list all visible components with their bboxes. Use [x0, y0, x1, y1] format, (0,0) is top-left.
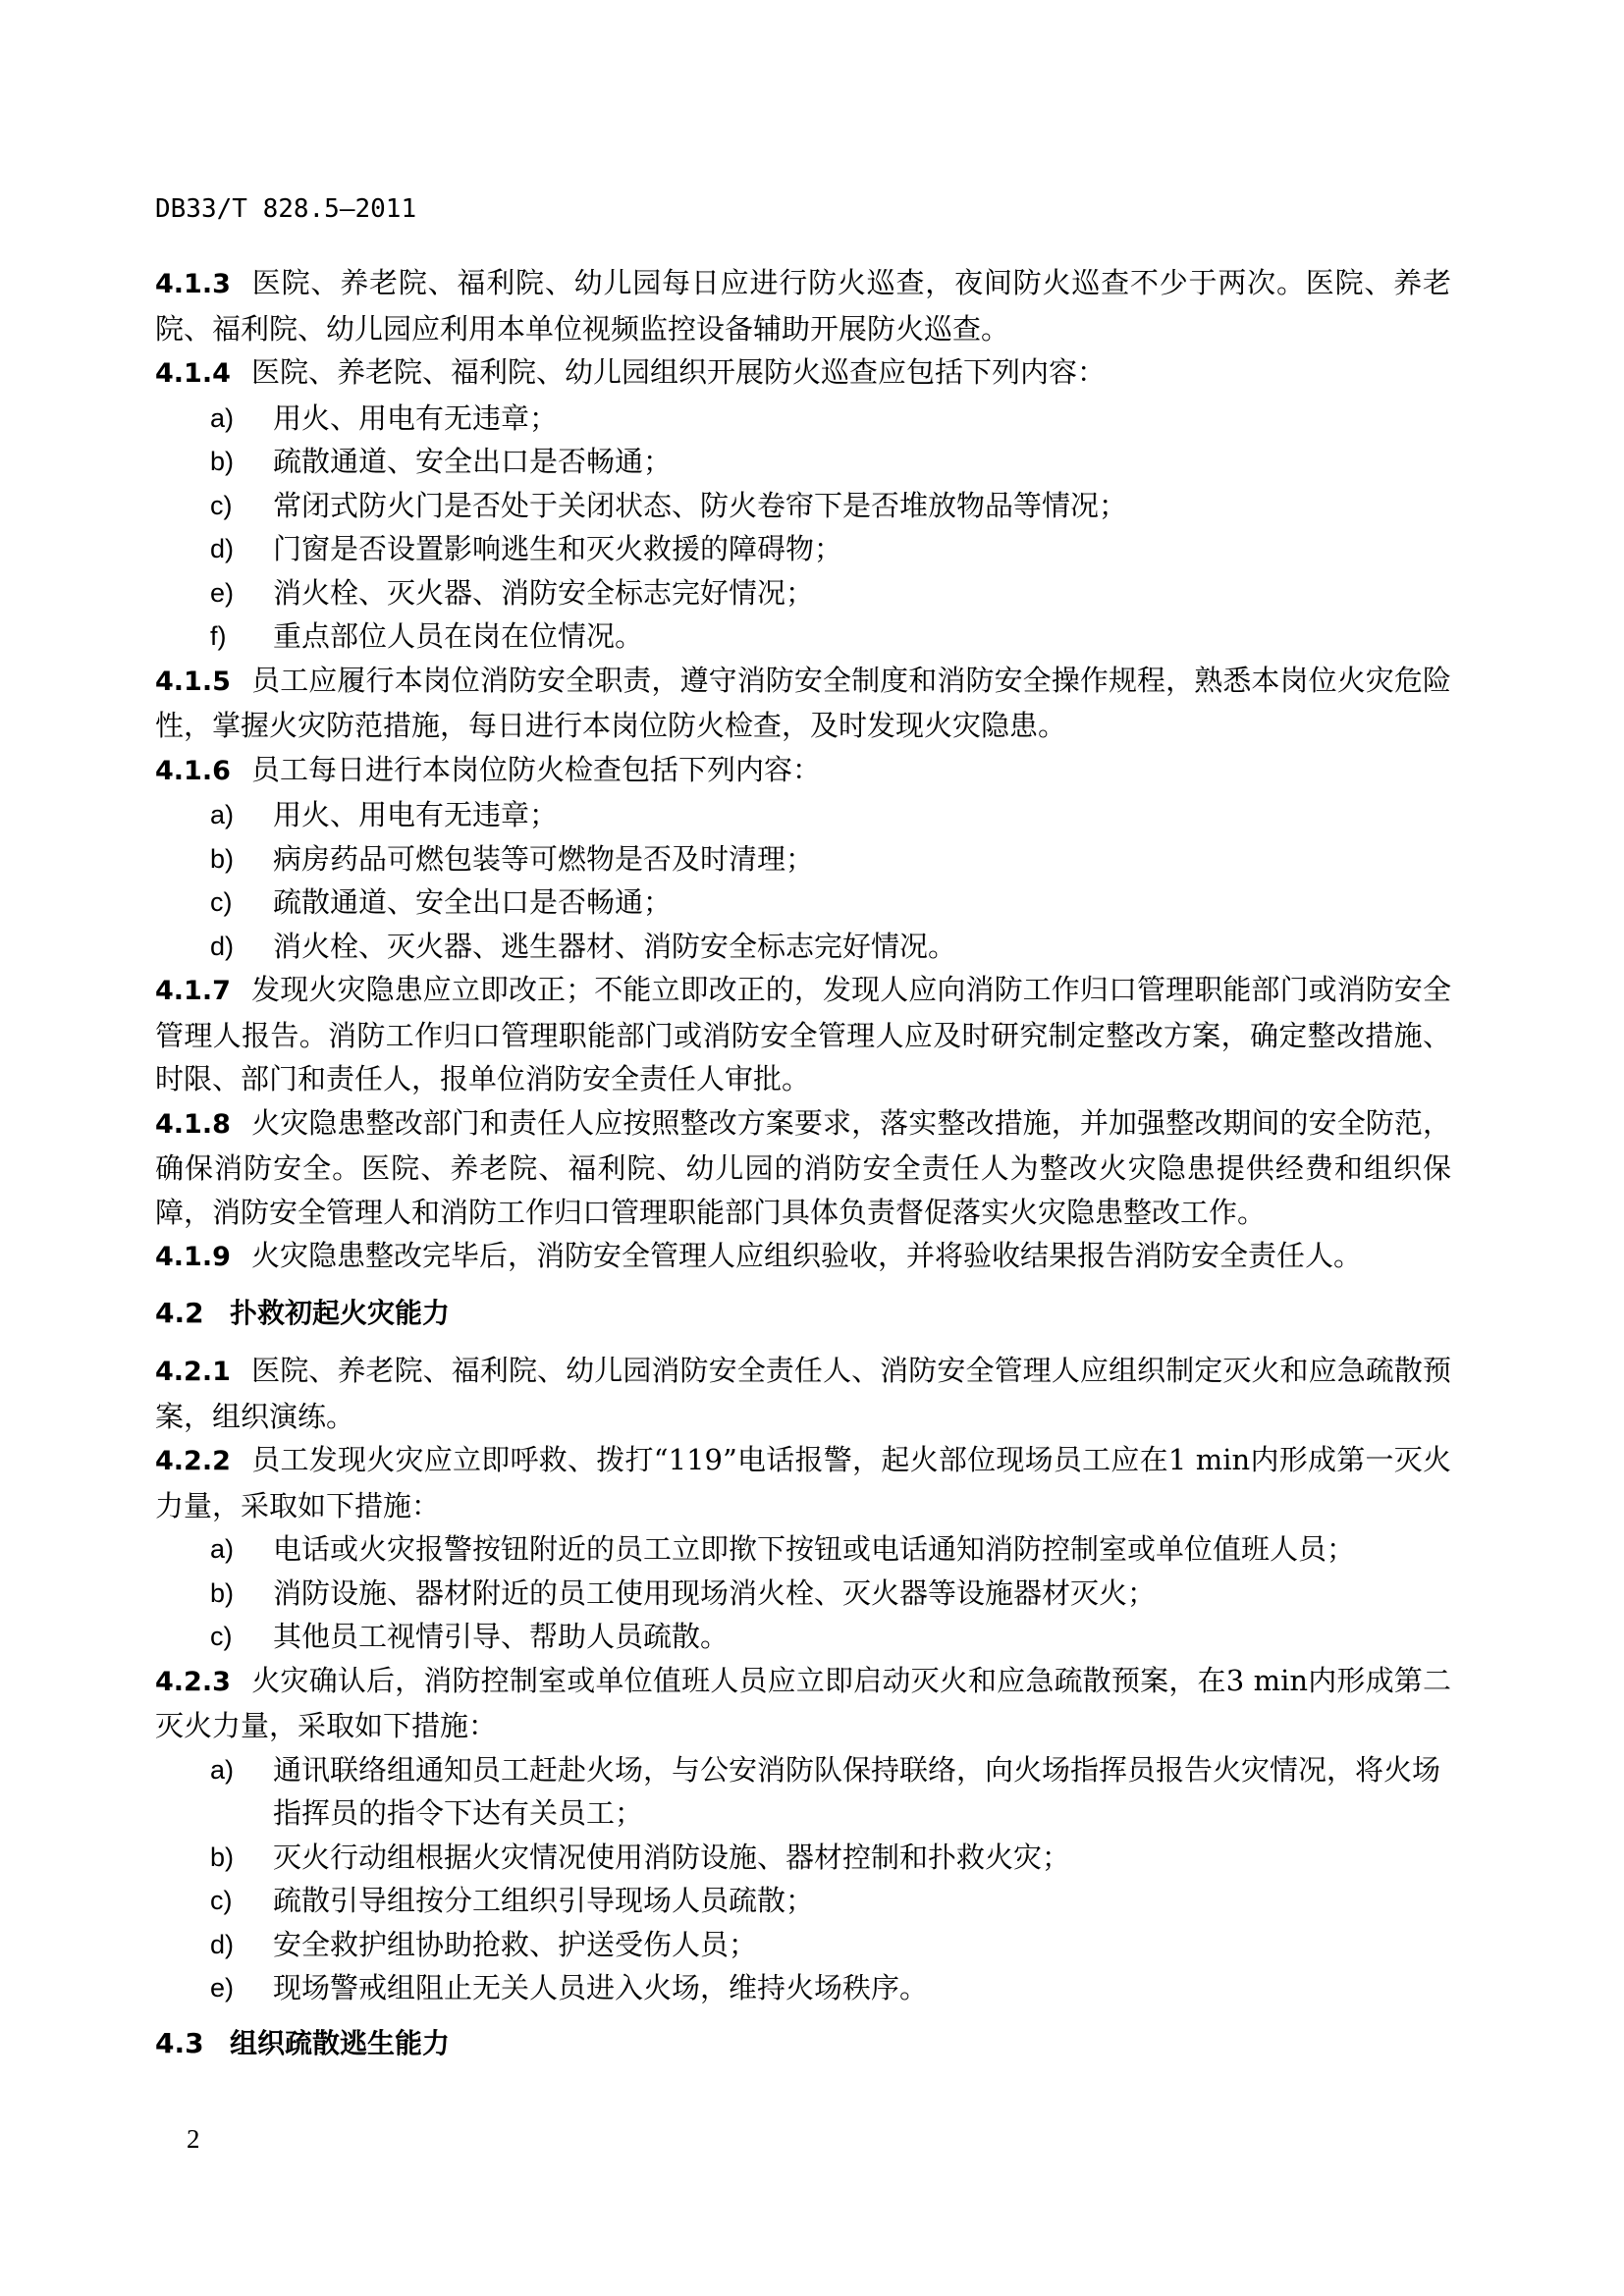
- list-item-text: 病房药品可燃包装等可燃物是否及时清理；: [273, 841, 815, 876]
- section-number: 4.2: [155, 1296, 204, 1329]
- clause-paragraph: [155, 1659, 1451, 1748]
- clause-number: 4.1.9: [155, 1242, 231, 1272]
- list-item-marker: b): [210, 843, 235, 874]
- list-item: [155, 1527, 1451, 1572]
- list-item-marker: d): [210, 1929, 235, 1959]
- list-item: [155, 1966, 1451, 2010]
- clause-number: 4.1.5: [155, 666, 231, 697]
- clause-paragraph: [155, 350, 1451, 397]
- clause-number: 4.2.3: [155, 1666, 231, 1697]
- list-item-marker: c): [210, 887, 233, 917]
- list-item: [155, 484, 1451, 528]
- list-item: [155, 571, 1451, 615]
- list-item: [155, 925, 1451, 969]
- list-item: [155, 614, 1451, 659]
- list-item-text: 灭火行动组根据火灾情况使用消防设施、器材控制和扑救火灾；: [273, 1840, 1071, 1874]
- list-item: [155, 527, 1451, 571]
- list-item: [155, 1836, 1451, 1880]
- list-item: [155, 1923, 1451, 1967]
- list-item-marker: b): [210, 1577, 235, 1608]
- page-number: 2: [187, 2124, 200, 2154]
- clause-text: 火灾隐患整改部门和责任人应按照整改方案要求，落实整改措施，并加强整改期间的安全防范，确保消防安全。医院、养老院、福利院、幼儿园的消防安全责任人为整改火灾隐患提供经费和组织保障，消防安全管理人和消防工作归口管理职能部门具体负责督促落实火灾隐患整改工作。: [155, 1105, 1451, 1229]
- list-item: [155, 881, 1451, 925]
- section-heading: [155, 1292, 1451, 1336]
- list-item-marker: c): [210, 1886, 233, 1915]
- clause-text: 员工应履行本岗位消防安全职责，遵守消防安全制度和消防安全操作规程，熟悉本岗位火灾危险性，掌握火灾防范措施，每日进行本岗位防火检查，及时发现火灾隐患。: [155, 663, 1451, 742]
- list-item-marker: a): [210, 800, 235, 829]
- list-item-text: 电话或火灾报警按钮附近的员工立即揿下按钮或电话通知消防控制室或单位值班人员；: [273, 1532, 1356, 1566]
- list-item-text: 门窗是否设置影响逃生和灭火救援的障碍物；: [273, 532, 843, 565]
- document-body: [155, 261, 1451, 2079]
- list-item-text: 疏散引导组按分工组织引导现场人员疏散；: [273, 1884, 815, 1917]
- list-item-text: 其他员工视情引导、帮助人员疏散。: [273, 1620, 730, 1653]
- section-title: 扑救初起火灾能力: [230, 1296, 451, 1329]
- section-number: 4.3: [155, 2026, 204, 2059]
- list-item: [155, 1879, 1451, 1923]
- clause-text: 员工每日进行本岗位防火检查包括下列内容：: [251, 752, 822, 786]
- list-item-text: 重点部位人员在岗在位情况。: [273, 619, 644, 653]
- clause-text: 火灾隐患整改完毕后，消防安全管理人应组织验收，并将验收结果报告消防安全责任人。: [251, 1239, 1363, 1272]
- clause-text: 发现火灾隐患应立即改正；不能立即改正的，发现人应向消防工作归口管理职能部门或消防安全管理人报告。消防工作归口管理职能部门或消防安全管理人应及时研究制定整改方案，确定整改措施、时限、部门和责任人，报单位消防安全责任人审批。: [155, 973, 1451, 1095]
- list-item: [155, 1748, 1451, 1836]
- clause-paragraph: [155, 659, 1451, 748]
- list-item: [155, 1615, 1451, 1659]
- document-code: DB33/T 828.5—2011: [155, 194, 417, 224]
- list-item-marker: b): [210, 1842, 235, 1872]
- clause-text: 医院、养老院、福利院、幼儿园每日应进行防火巡查，夜间防火巡查不少于两次。医院、养老院、福利院、幼儿园应利用本单位视频监控设备辅助开展防火巡查。: [155, 266, 1451, 346]
- list-item: [155, 440, 1451, 484]
- list-item-text: 疏散通道、安全出口是否畅通；: [273, 885, 673, 919]
- section-heading: [155, 2022, 1451, 2066]
- list-item: [155, 837, 1451, 881]
- list-item-marker: a): [210, 1534, 235, 1564]
- clause-number: 4.1.6: [155, 755, 231, 786]
- list-item-text: 消火栓、灭火器、逃生器材、消防安全标志完好情况。: [273, 929, 957, 963]
- list-item: [155, 793, 1451, 837]
- clause-number: 4.1.7: [155, 976, 231, 1006]
- list-item-text: 疏散通道、安全出口是否畅通；: [273, 445, 673, 478]
- list-item-marker: c): [210, 490, 233, 520]
- list-item-text: 用火、用电有无违章；: [273, 798, 559, 831]
- clause-paragraph: [155, 261, 1451, 350]
- clause-paragraph: [155, 1234, 1451, 1280]
- list-item-marker: e): [210, 1973, 235, 2002]
- clause-number: 4.2.2: [155, 1446, 231, 1476]
- list-item-text: 通讯联络组通知员工赶赴火场，与公安消防队保持联络，向火场指挥员报告火灾情况，将火场指挥员的指令下达有关员工；: [273, 1752, 1441, 1830]
- list-item-text: 用火、用电有无违章；: [273, 400, 559, 435]
- clause-number: 4.2.1: [155, 1357, 231, 1387]
- list-item-marker: c): [210, 1622, 233, 1651]
- list-item-marker: d): [210, 534, 235, 563]
- list-item-text: 安全救护组协助抢救、护送受伤人员；: [273, 1927, 758, 1961]
- clause-paragraph: [155, 748, 1451, 794]
- clause-number: 4.1.3: [155, 269, 231, 299]
- clause-paragraph: [155, 968, 1451, 1101]
- clause-text: 火灾确认后，消防控制室或单位值班人员应立即启动灭火和应急疏散预案，在3 min内形成第二灭火力量，采取如下措施：: [155, 1663, 1451, 1742]
- list-item-marker: a): [210, 1754, 235, 1785]
- list-item: [155, 1572, 1451, 1616]
- clause-paragraph: [155, 1438, 1451, 1527]
- list-item-text: 现场警戒组阻止无关人员进入火场，维持火场秩序。: [273, 1971, 929, 2004]
- list-item-marker: b): [210, 447, 235, 476]
- section-title: 组织疏散逃生能力: [230, 2026, 451, 2059]
- clause-text: 医院、养老院、福利院、幼儿园组织开展防火巡查应包括下列内容：: [251, 355, 1107, 389]
- list-item-marker: e): [210, 577, 235, 608]
- list-item-marker: f): [210, 621, 227, 651]
- list-item-text: 消防设施、器材附近的员工使用现场消火栓、灭火器等设施器材灭火；: [273, 1575, 1157, 1610]
- clause-number: 4.1.4: [155, 358, 231, 389]
- list-item-marker: a): [210, 402, 235, 433]
- list-item-marker: d): [210, 931, 235, 961]
- list-item-text: 消火栓、灭火器、消防安全标志完好情况；: [273, 575, 815, 610]
- list-item: [155, 397, 1451, 441]
- clause-paragraph: [155, 1101, 1451, 1235]
- clause-text: 医院、养老院、福利院、幼儿园消防安全责任人、消防安全管理人应组织制定灭火和应急疏散预案，组织演练。: [155, 1354, 1451, 1433]
- clause-text: 员工发现火灾应立即呼救、拨打“119”电话报警，起火部位现场员工应在1 min内形成第一灭火力量，采取如下措施：: [155, 1443, 1451, 1522]
- clause-paragraph: [155, 1349, 1451, 1438]
- clause-number: 4.1.8: [155, 1108, 231, 1140]
- list-item-text: 常闭式防火门是否处于关闭状态、防火卷帘下是否堆放物品等情况；: [273, 488, 1128, 522]
